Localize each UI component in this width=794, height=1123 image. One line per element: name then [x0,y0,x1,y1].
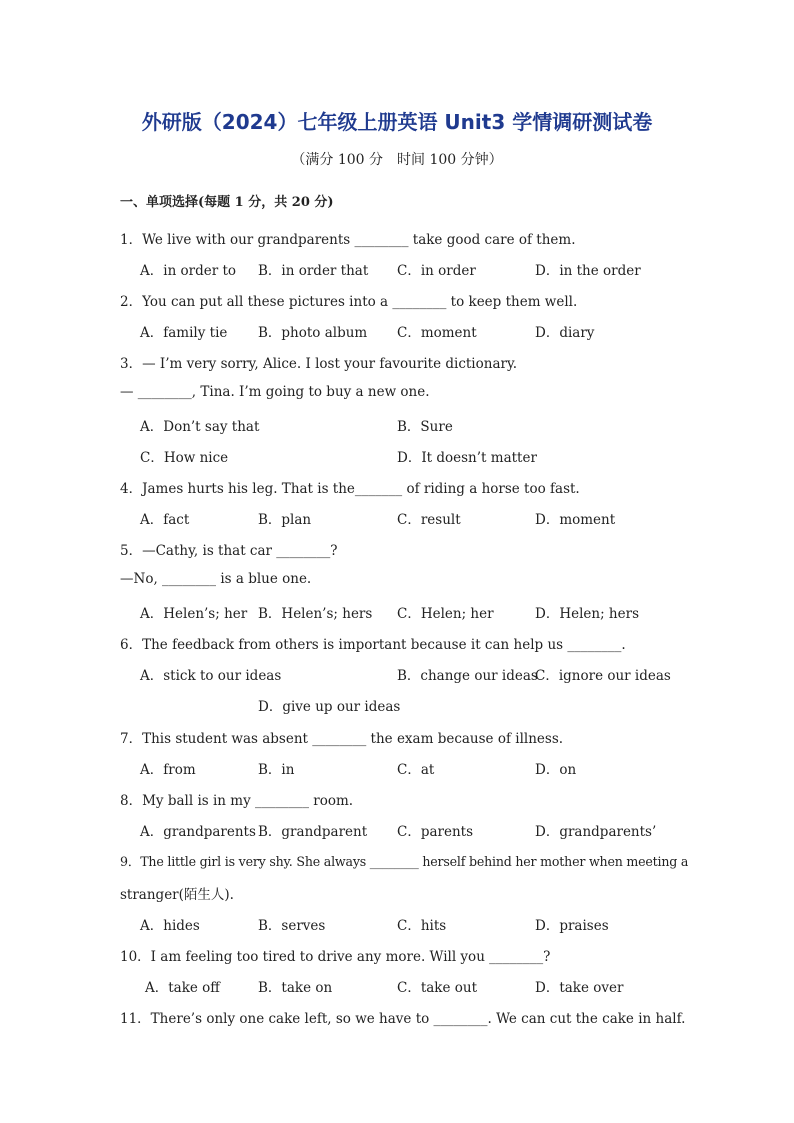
question-3-stem: 3．— I’m very sorry, Alice. I lost your favourite dictionary. [120,356,518,372]
question-9-option-a: A．hides [140,918,200,934]
exam-subtitle: （满分 100 分 时间 100 分钟） [291,152,503,168]
question-1-option-a: A．in order to [140,263,237,279]
question-7-option-a: A．from [140,762,196,778]
question-2-option-a: A．family tie [140,325,228,341]
question-9-option-c: C．hits [397,918,447,934]
question-4-option-d: D．moment [535,512,616,528]
question-7-option-c: C．at [397,762,435,778]
question-8-option-b: B．grandparent [258,824,368,840]
question-9-option-b: B．serves [258,918,326,934]
question-2-option-b: B．photo album [258,325,368,341]
exam-title: 外研版（2024）七年级上册英语 Unit3 学情调研测试卷 [141,110,653,134]
question-3-option-d: D．It doesn’t matter [397,450,537,466]
question-1-option-d: D．in the order [535,263,641,279]
question-4-option-c: C．result [397,512,461,528]
question-5-stem-reply: —No, ________ is a blue one. [120,571,312,587]
question-6-option-c: C．ignore our ideas [535,668,671,684]
question-5-option-a: A．Helen’s; her [140,606,248,622]
question-4-option-b: B．plan [258,512,312,528]
question-8-option-d: D．grandparents’ [535,824,657,840]
question-10-option-a: A．take off [145,980,220,996]
question-5-option-d: D．Helen; hers [535,606,639,622]
question-7-option-d: D．on [535,762,577,778]
question-9-option-d: D．praises [535,918,609,934]
question-4-option-a: A．fact [140,512,190,528]
question-8-option-a: A．grandparents [140,824,256,840]
question-2-stem: 2．You can put all these pictures into a ________ to keep them well. [120,294,578,310]
question-1-stem: 1．We live with our grandparents ________ take good care of them. [120,232,576,248]
question-5-stem: 5．—Cathy, is that car ________? [120,543,338,559]
question-5-option-b: B．Helen’s; hers [258,606,373,622]
question-9-stem-cont: stranger(陌生人). [120,887,234,903]
question-11-stem: 11．There’s only one cake left, so we have to ________. We can cut the cake in half. [120,1011,686,1027]
question-5-option-c: C．Helen; her [397,606,494,622]
question-3-option-c: C．How nice [140,450,229,466]
section-heading: 一、单项选择(每题 1 分，共 20 分) [120,195,334,210]
question-2-option-d: D．diary [535,325,595,341]
question-10-option-d: D．take over [535,980,624,996]
question-8-stem: 8．My ball is in my ________ room. [120,793,354,809]
question-10-stem: 10．I am feeling too tired to drive any more. Will you ________? [120,949,551,965]
question-6-stem: 6．The feedback from others is important because it can help us ________. [120,637,626,653]
question-3-option-a: A．Don’t say that [140,419,260,435]
question-9-stem: 9．The little girl is very shy. She always ________ herself behind her mother when meeting a [120,854,689,869]
question-6-option-a: A．stick to our ideas [140,668,282,684]
question-1-option-c: C．in order [397,263,476,279]
question-7-option-b: B．in [258,762,295,778]
question-10-option-c: C．take out [397,980,478,996]
question-3-stem-reply: — ________, Tina. I’m going to buy a new one. [120,384,430,400]
question-10-option-b: B．take on [258,980,333,996]
question-6-option-d: D．give up our ideas [258,699,401,715]
question-2-option-c: C．moment [397,325,477,341]
question-3-option-b: B．Sure [397,419,453,435]
question-1-option-b: B．in order that [258,263,369,279]
question-6-option-b: B．change our ideas [397,668,538,684]
question-4-stem: 4．James hurts his leg. That is the_______ of riding a horse too fast. [120,481,580,497]
question-7-stem: 7．This student was absent ________ the exam because of illness. [120,731,564,747]
question-8-option-c: C．parents [397,824,474,840]
